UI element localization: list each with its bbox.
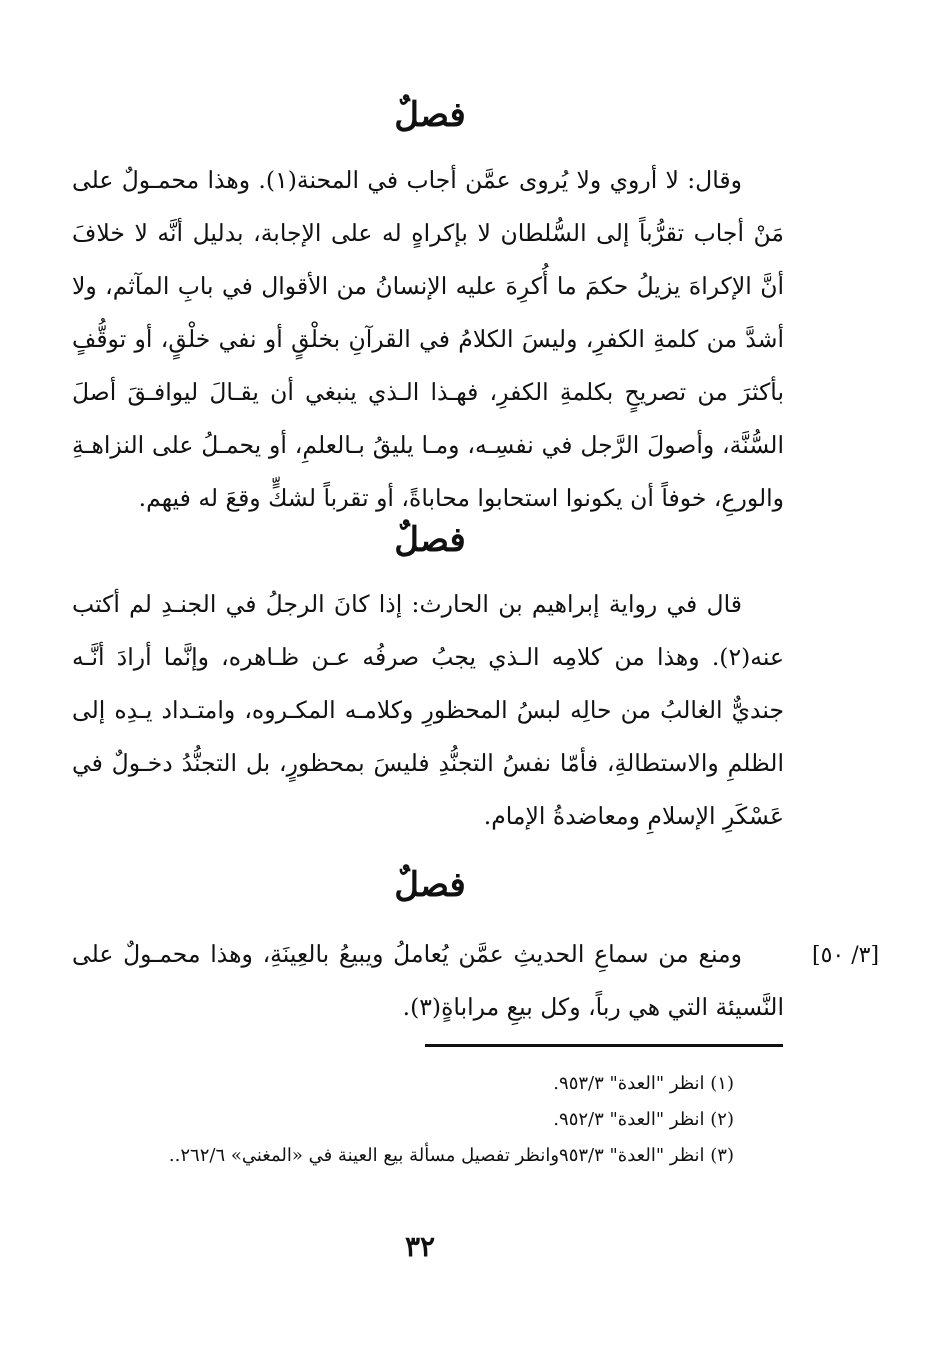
- footnotes: [80, 1066, 734, 1174]
- text-line: جنديٌّ الغالبُ من حالِه لبسُ المحظورِ وكلامـه المكـروه، وامتـداد يـدِه إلى: [72, 696, 784, 724]
- footnote: (٣) انظر "العدة" ٩٥٣/٣وانظر تفصيل مسألة بيع العينة في «المغني» ٢٦٢/٦..: [168, 1145, 734, 1166]
- text-line: أشدَّ من كلمةِ الكفرِ، وليسَ الكلامُ في القرآنِ بخلْقٍ أو نفي خلْقٍ، أو توقُّفٍ: [72, 325, 784, 353]
- text-line: عنه(٢). وهذا من كلامِه الـذي يجبُ صرفُه عـن ظـاهره، وإنَّما أرادَ أنَّـه: [72, 643, 784, 671]
- text-line: والورعِ، خوفاً أن يكونوا استحابوا محاباةً، أو تقرباً لشكٍّ وقعَ له فيهم.: [138, 484, 784, 512]
- text-line: النَّسيئة التي هي رباً، وكل بيعِ مراباةٍ(٣).: [402, 993, 784, 1021]
- section-1-body: [72, 154, 784, 525]
- page-number: ٣٢: [404, 1230, 436, 1263]
- section-2-body: [72, 578, 784, 843]
- text-line: وقال: لا أروي ولا يُروى عمَّن أجاب في المحنة(١). وهذا محمـولٌ على: [72, 166, 743, 194]
- footnote: (١) انظر "العدة" ٩٥٣/٣.: [553, 1073, 734, 1094]
- section-3-body: [72, 928, 784, 1034]
- text-line: قال في رواية إبراهيم بن الحارث: إذا كانَ الرجلُ في الجنـدِ لم أكتب: [72, 590, 742, 618]
- margin-reference: [٣/ ٥٠]: [812, 943, 880, 968]
- text-line: بأكثرَ من تصريحٍ بكلمةِ الكفرِ، فهـذا الـذي ينبغي أن يقـالَ ليوافـقَ أصلَ: [72, 378, 784, 406]
- section-heading-2: فصلٌ: [394, 520, 466, 560]
- section-heading-3: فصلٌ: [394, 865, 466, 905]
- text-line: عَسْكَرِ الإسلامِ ومعاضدةُ الإمام.: [483, 802, 784, 830]
- section-heading-1: فصلٌ: [394, 95, 466, 135]
- footnote-divider: [425, 1044, 783, 1047]
- footnote: (٢) انظر "العدة" ٩٥٢/٣.: [553, 1109, 734, 1130]
- text-line: السُّنَّة، وأصولَ الرَّجل في نفسِـه، ومـا يليقُ بـالعلمِ، أو يحمـلُ على النزاهـةِ: [72, 431, 784, 459]
- text-line: أنَّ الإكراهَ يزيلُ حكمَ ما أُكرِهَ عليه الإنسانُ من الأقوال في بابِ المآثم، ولا: [72, 272, 784, 300]
- text-line: ومنع من سماعِ الحديثِ عمَّن يُعاملُ ويبيعُ بالعِينَةِ، وهذا محمـولٌ على: [72, 940, 742, 968]
- text-line: مَنْ أجاب تقرُّباً إلى السُّلطان لا بإكراهٍ له على الإجابة، بدليل أنَّه لا خلافَ: [72, 219, 784, 247]
- text-line: الظلمِ والاستطالةِ، فأمّا نفسُ التجنُّدِ فليسَ بمحظورٍ، بل التجنُّدُ دخـولٌ في: [72, 749, 784, 777]
